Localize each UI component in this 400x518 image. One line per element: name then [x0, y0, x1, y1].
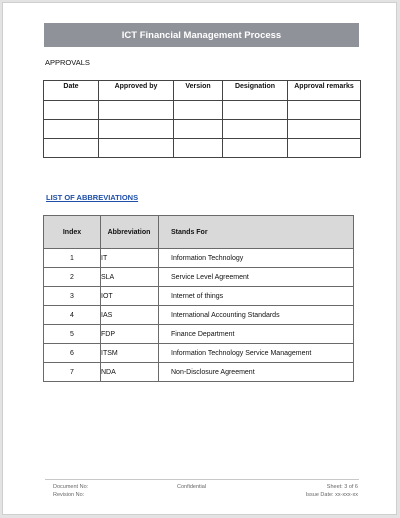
table-row [44, 268, 354, 287]
abbreviation-meaning: Internet of things [159, 287, 354, 306]
abbreviation-index: 1 [44, 249, 101, 268]
abbreviation-code: IT [101, 249, 159, 268]
table-cell [288, 120, 361, 139]
abbreviations-heading: LIST OF ABBREVIATIONS [46, 193, 139, 202]
table-cell [288, 139, 361, 158]
abbreviations-header-row [44, 216, 354, 249]
table-cell [44, 139, 99, 158]
abbreviation-code: NDA [101, 363, 159, 382]
approvals-heading: APPROVALS [45, 58, 90, 67]
table-cell [174, 101, 223, 120]
table-row [44, 363, 354, 382]
table-row [44, 306, 354, 325]
table-row [44, 325, 354, 344]
footer-issue-date: Issue Date: xx-xxx-xx [305, 492, 358, 498]
abbreviations-table [43, 215, 354, 382]
abbreviation-index: 6 [44, 344, 101, 363]
table-row [44, 101, 361, 120]
table-row [44, 120, 361, 139]
approvals-header-row [44, 81, 361, 101]
table-cell [99, 139, 174, 158]
table-cell [44, 120, 99, 139]
table-cell [174, 139, 223, 158]
table-cell [99, 101, 174, 120]
approvals-col-approved-by: Approved by [99, 81, 174, 101]
footer-sheet: Sheet: 3 of 6 [326, 484, 358, 490]
footer-divider [45, 479, 359, 480]
abbreviation-index: 3 [44, 287, 101, 306]
abbreviation-code: IAS [101, 306, 159, 325]
abbreviations-col-abbreviation: Abbreviation [101, 216, 159, 249]
abbreviation-meaning: Service Level Agreement [159, 268, 354, 287]
approvals-table [43, 80, 361, 158]
abbreviation-meaning: Information Technology [159, 249, 354, 268]
abbreviation-meaning: Finance Department [159, 325, 354, 344]
table-row [44, 139, 361, 158]
abbreviation-meaning: International Accounting Standards [159, 306, 354, 325]
table-cell [99, 120, 174, 139]
abbreviation-code: SLA [101, 268, 159, 287]
abbreviation-code: ITSM [101, 344, 159, 363]
table-cell [174, 120, 223, 139]
approvals-col-remarks: Approval remarks [288, 81, 361, 101]
abbreviation-index: 2 [44, 268, 101, 287]
table-cell [44, 101, 99, 120]
footer-classification: Confidential [177, 484, 207, 490]
table-row [44, 249, 354, 268]
abbreviation-code: FDP [101, 325, 159, 344]
abbreviation-index: 7 [44, 363, 101, 382]
document-page [2, 2, 397, 515]
document-title: ICT Financial Management Process [44, 23, 359, 47]
table-cell [223, 120, 288, 139]
abbreviations-col-stands-for: Stands For [159, 216, 354, 249]
abbreviations-col-index: Index [44, 216, 101, 249]
abbreviation-index: 5 [44, 325, 101, 344]
table-cell [223, 101, 288, 120]
table-row [44, 344, 354, 363]
footer-document-no: Document No: [53, 484, 89, 490]
abbreviation-code: IOT [101, 287, 159, 306]
abbreviation-index: 4 [44, 306, 101, 325]
approvals-col-date: Date [44, 81, 99, 101]
abbreviation-meaning: Non-Disclosure Agreement [159, 363, 354, 382]
table-row [44, 287, 354, 306]
approvals-col-version: Version [174, 81, 223, 101]
table-cell [223, 139, 288, 158]
approvals-col-designation: Designation [223, 81, 288, 101]
table-cell [288, 101, 361, 120]
abbreviation-meaning: Information Technology Service Management [159, 344, 354, 363]
footer-revision-no: Revision No: [53, 492, 85, 498]
